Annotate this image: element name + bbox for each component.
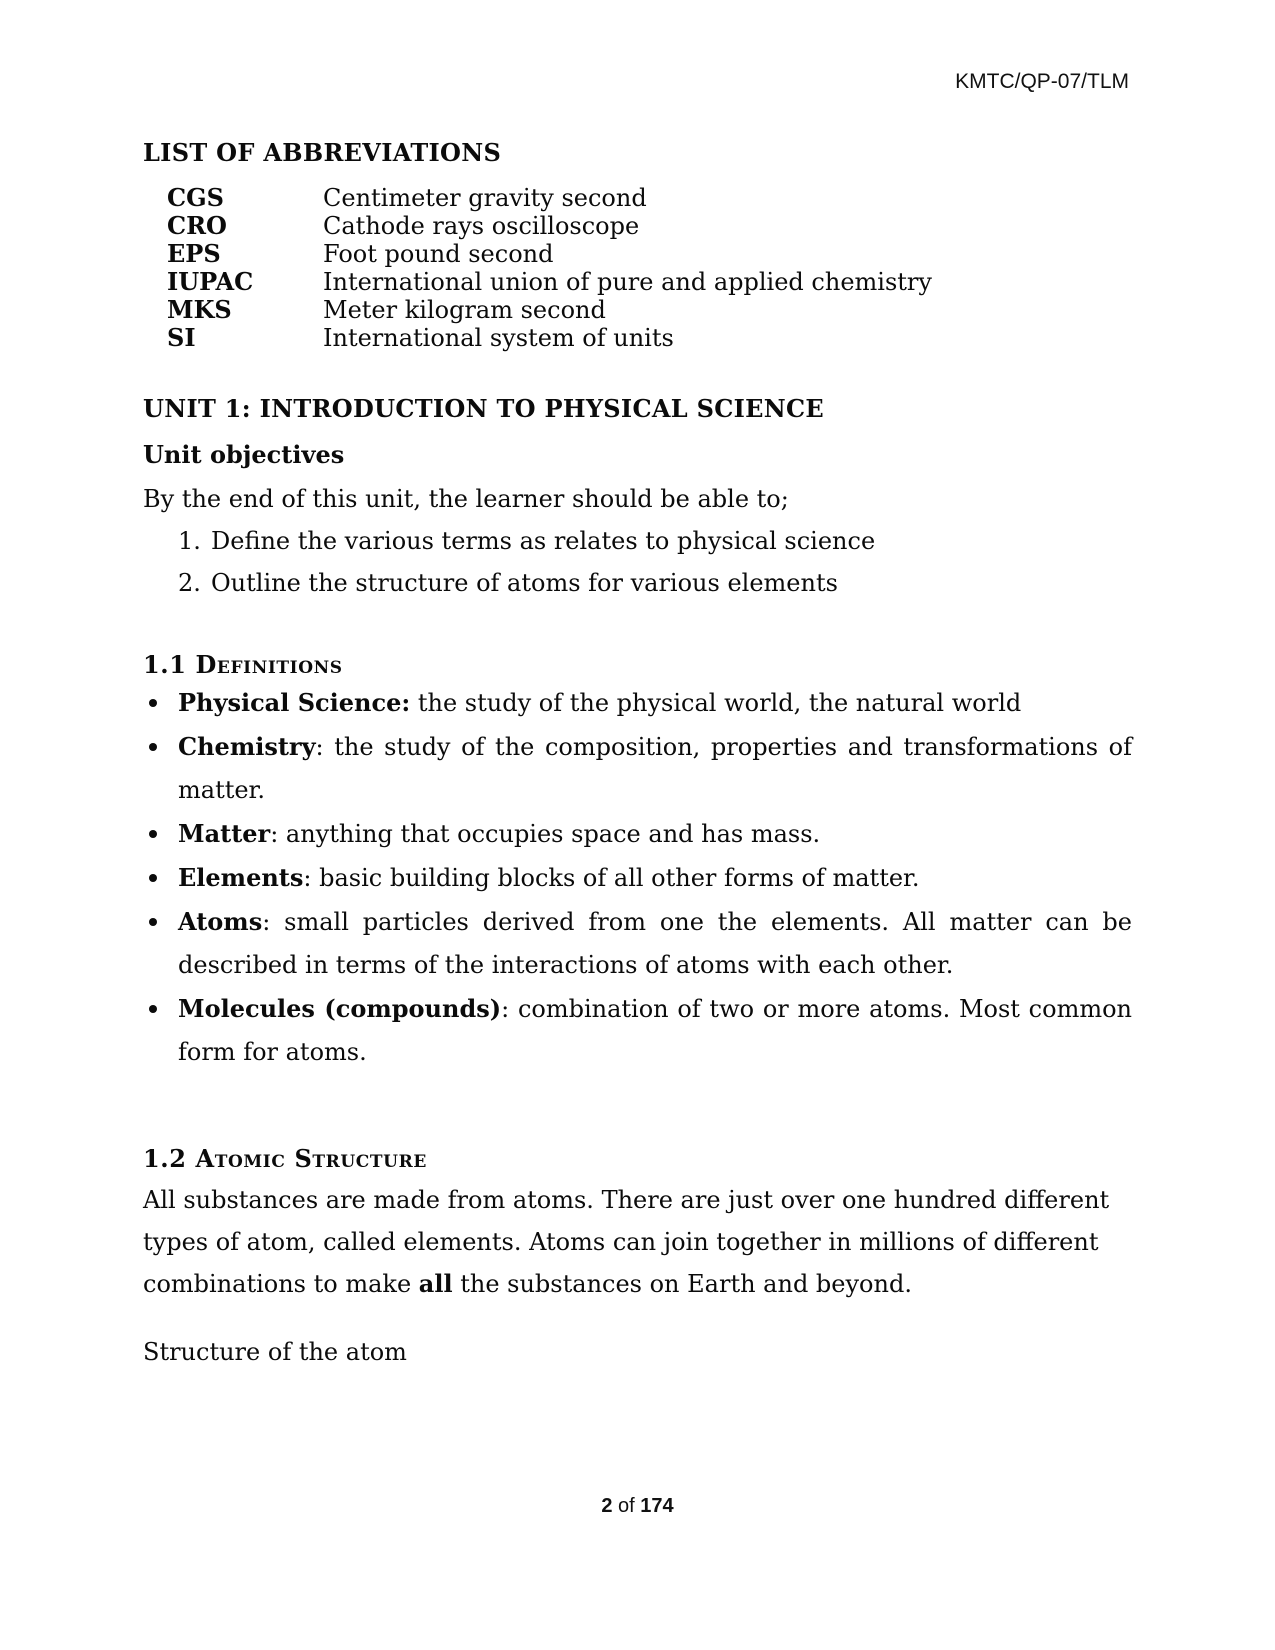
abbreviation-row [167,324,1132,352]
abbreviation-row [167,240,1132,268]
bullet-icon [149,874,157,882]
abbreviation-term: SI [167,323,196,352]
abbreviation-meaning: Cathode rays oscilloscope [323,212,640,240]
abbreviation-row [167,296,1132,324]
definition-text: : anything that occupies space and has mass. [270,820,821,848]
objective-number: 2. [178,569,201,597]
objective-text: Define the various terms as relates to physical science [211,527,876,555]
abbreviation-meaning: International union of pure and applied chemistry [323,268,932,296]
abbreviation-meaning: Meter kilogram second [323,296,606,324]
definition-item [143,725,1132,812]
abbreviation-term: CRO [167,211,227,240]
abbreviation-row [167,212,1132,240]
bullet-icon [149,1005,157,1013]
abbreviations-title: LIST OF ABBREVIATIONS [143,138,502,167]
current-page-number: 2 [601,1495,613,1517]
unit-title: UNIT 1: INTRODUCTION TO PHYSICAL SCIENCE [143,394,824,423]
paragraph-text: the substances on Earth and beyond. [452,1270,912,1298]
bullet-icon [149,830,157,838]
document-code-header: KMTC/QP-07/TLM [955,70,1129,93]
objective-text: Outline the structure of atoms for various elements [211,569,838,597]
definition-item [143,900,1132,987]
paragraph-text: All substances are made from atoms. There are just over one hundred different types of atom, called elements. Atoms can join together in millions of different combinations to make [143,1186,1110,1298]
definition-term: Physical Science: [178,688,411,717]
paragraph-bold-word: all [418,1269,453,1298]
abbreviation-row [167,268,1132,296]
section-heading-definitions: 1.1 Definitions [143,650,343,679]
abbreviation-meaning: Foot pound second [323,240,554,268]
definition-term: Elements [178,863,304,892]
definition-text: : the study of the composition, properties and transformations of matter. [178,733,1132,804]
section-heading-atomic-structure: 1.2 Atomic Structure [143,1144,427,1173]
definition-item [143,987,1132,1074]
unit-objectives-intro: By the end of this unit, the learner should be able to; [143,485,789,513]
definition-item [143,812,1132,856]
definition-text: : small particles derived from one the elements. All matter can be described in terms of the interactions of atoms with each other. [178,908,1132,979]
definition-item [143,681,1132,725]
page-number-separator: of [618,1495,635,1517]
definition-text: : basic building blocks of all other forms of matter. [303,864,920,892]
abbreviation-term: IUPAC [167,267,254,296]
definition-term: Chemistry [178,732,316,761]
definition-item [143,856,1132,900]
abbreviation-row [167,184,1132,212]
bullet-icon [149,918,157,926]
objective-item [178,520,1132,562]
bullet-icon [149,699,157,707]
page-number-footer [0,1495,1275,1518]
definition-text: : combination of two or more atoms. Most common form for atoms. [178,995,1132,1066]
abbreviation-meaning: Centimeter gravity second [323,184,647,212]
objective-number: 1. [178,527,201,555]
abbreviation-term: EPS [167,239,221,268]
definition-term: Molecules (compounds) [178,994,502,1023]
abbreviation-meaning: International system of units [323,324,674,352]
abbreviations-list [143,184,1132,352]
definition-term: Atoms [178,907,263,936]
total-page-count: 174 [640,1495,674,1517]
definition-text: the study of the physical world, the natural world [410,689,1022,717]
abbreviation-term: MKS [167,295,232,324]
objective-item [178,562,1132,604]
objectives-list [143,520,1132,604]
abbreviation-term: CGS [167,183,224,212]
definitions-list [143,681,1132,1074]
unit-objectives-heading: Unit objectives [143,440,345,469]
bullet-icon [149,743,157,751]
definition-term: Matter [178,819,271,848]
atomic-structure-paragraph [143,1179,1132,1305]
structure-of-atom-subheading: Structure of the atom [143,1338,407,1366]
